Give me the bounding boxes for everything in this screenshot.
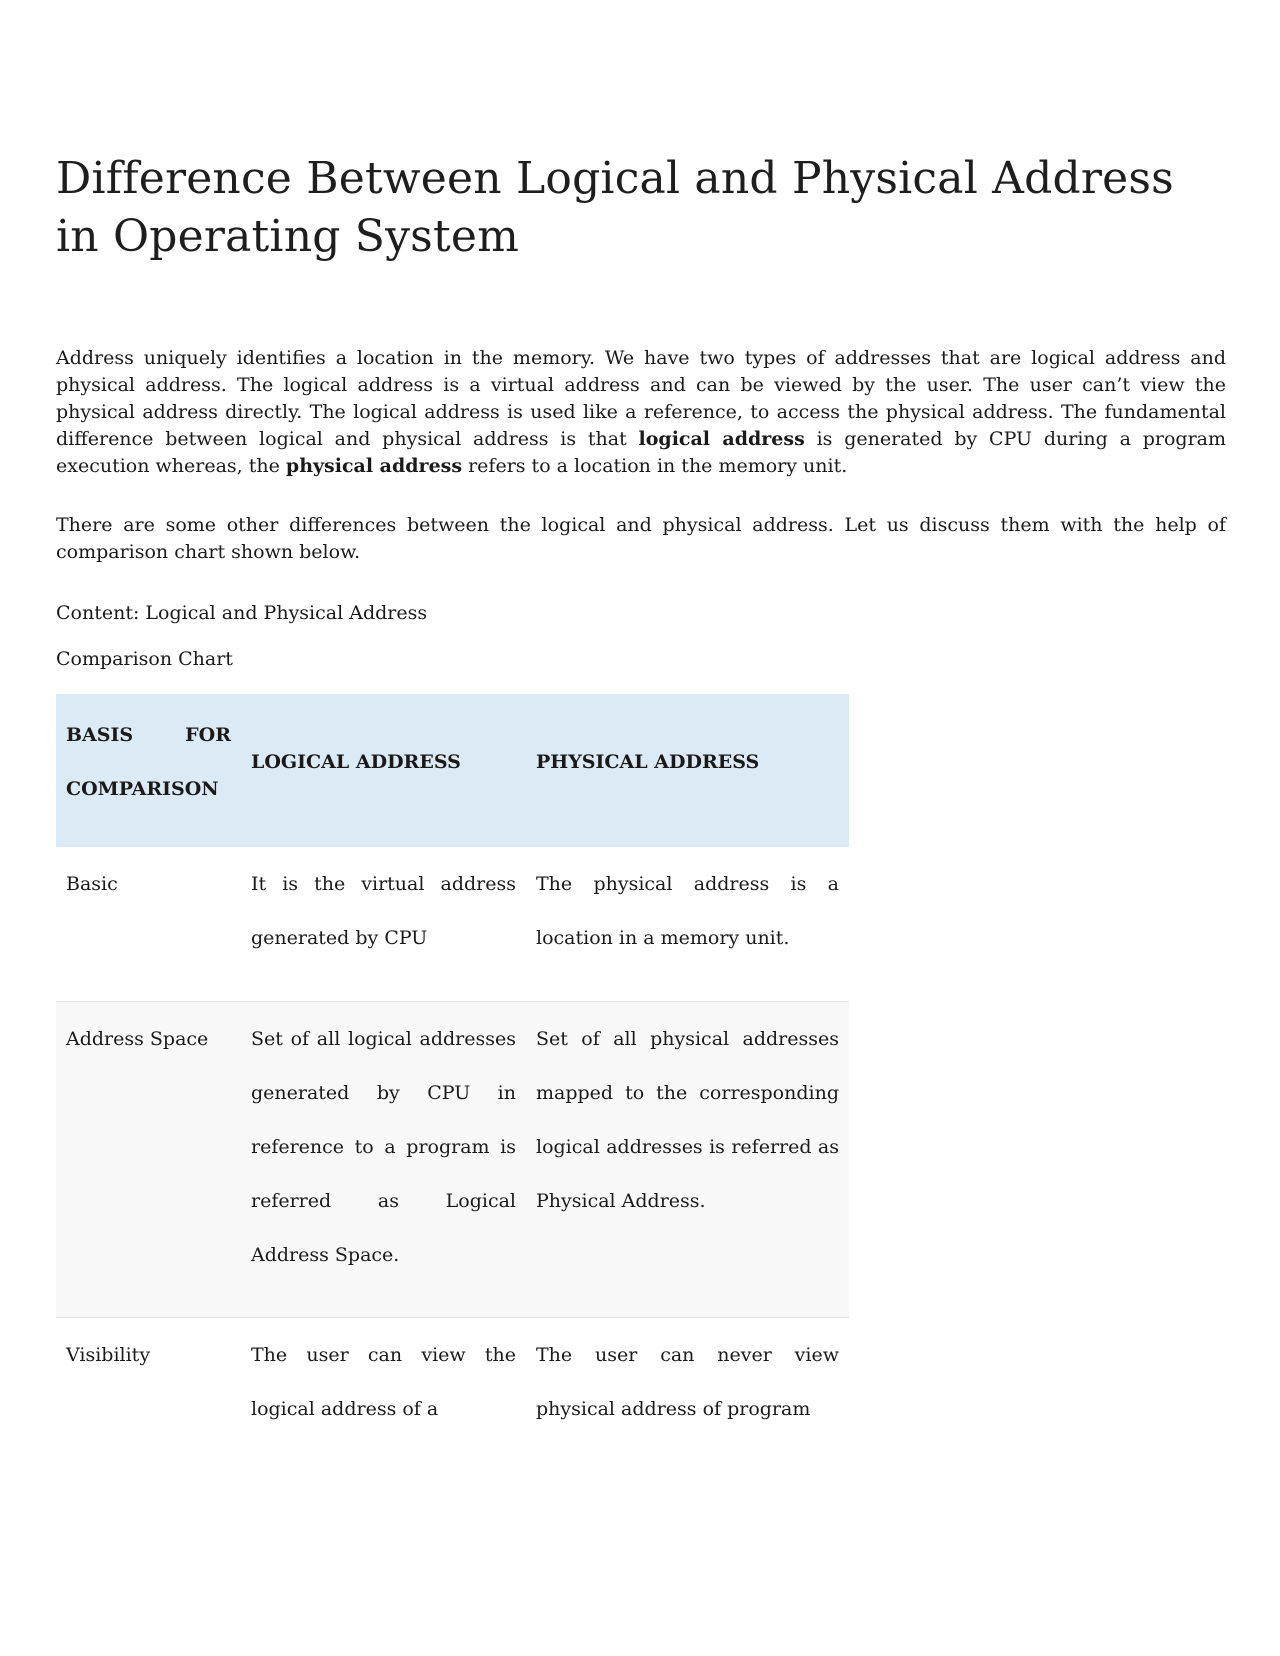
intro-text-2: is generated by CPU during a program execution whereas, the <box>56 428 1226 477</box>
row-logical: The user can view the logical address of a <box>251 1343 516 1420</box>
table-row <box>56 847 849 1001</box>
row-logical: It is the virtual address generated by CPU <box>251 873 516 949</box>
header-basis <box>56 694 241 847</box>
row-physical: The user can never view physical address of program <box>536 1343 839 1420</box>
intro-bold-physical: physical address <box>285 455 463 477</box>
comparison-table <box>56 694 849 1436</box>
row-basis: Basic <box>66 873 118 895</box>
intro-paragraph <box>56 345 1226 480</box>
intro-text-1: Address uniquely identifies a location in the memory. We have two types of addresses that are logical address and physical address. The logical address is a virtual address and can be viewed by the user. The user can’t view the physical address directly. The logical address is used like a reference, to access the physical address. The fundamental difference between logical and physical address is that <box>56 347 1226 450</box>
page-title: Difference Between Logical and Physical Address in Operating System <box>56 153 1174 262</box>
header-basis-word1: BASIS <box>66 723 134 746</box>
header-basis-line1 <box>66 708 231 762</box>
row-physical: The physical address is a location in a memory unit. <box>536 873 839 949</box>
table-row <box>56 1001 849 1317</box>
table-header-row <box>56 694 849 847</box>
content-line: Content: Logical and Physical Address <box>56 602 428 624</box>
header-physical: PHYSICAL ADDRESS <box>536 750 760 773</box>
intro-text-3: refers to a location in the memory unit. <box>462 455 848 477</box>
row-physical: Set of all physical addresses mapped to the corresponding logical addresses is referred as Physical Address. <box>536 1027 839 1212</box>
second-paragraph: There are some other differences between the logical and physical address. Let us discuss them with the help of comparison chart shown below. <box>56 514 1226 563</box>
row-basis: Address Space <box>66 1027 209 1050</box>
header-logical: LOGICAL ADDRESS <box>251 750 461 773</box>
header-basis-word3: COMPARISON <box>66 777 219 800</box>
header-basis-word2: FOR <box>185 723 231 746</box>
chart-heading: Comparison Chart <box>56 648 233 670</box>
table-row <box>56 1317 849 1436</box>
intro-bold-logical: logical address <box>638 428 805 450</box>
row-basis: Visibility <box>66 1343 151 1366</box>
row-logical: Set of all logical addresses generated by CPU in reference to a program is referred as Logical Address Space. <box>251 1027 516 1266</box>
